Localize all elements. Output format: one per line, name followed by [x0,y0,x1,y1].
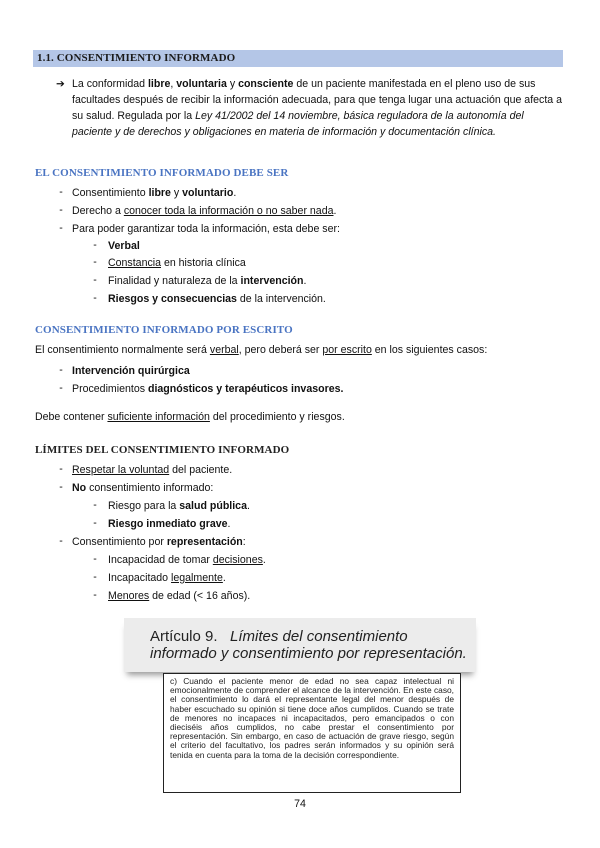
dash-bullet: - [59,186,63,198]
heading-debe-ser: EL CONSENTIMIENTO INFORMADO DEBE SER [35,167,289,179]
article-body: c) Cuando el paciente menor de edad no sea capaz intelectual ni emocionalmente de comprender el alcance de la intervención. En este caso, el consentimiento lo dará el representante legal del menor después de haber escuchado su opinión si tiene doce años cumplidos. Cuando se trate de menores no incapaces ni incapacitados, pero emancipados o con dieciséis años cumplidos, no cabe prestar el consentimiento por representación. Sin embargo, en caso de actuación de grave riesgo, según el criterio del facultativo, los padres serán informados y su opinión será tenida en cuenta para la toma de la decisión correspondiente. [170,676,454,760]
dash-bullet: - [93,274,97,286]
sub-list-item: Riesgos y consecuencias de la intervención. [108,293,326,305]
dash-bullet: - [93,499,97,511]
dash-bullet: - [93,239,97,251]
arrow-bullet-icon: ➔ [56,78,65,90]
dash-bullet: - [59,364,63,376]
paragraph: El consentimiento normalmente será verbal, pero deberá ser por escrito en los siguientes casos: [35,344,488,356]
list-item: Intervención quirúrgica [72,365,190,377]
sub-list-item: Riesgo para la salud pública. [108,500,250,512]
heading-por-escrito: CONSENTIMIENTO INFORMADO POR ESCRITO [35,324,293,336]
dash-bullet: - [59,535,63,547]
dash-bullet: - [93,292,97,304]
dash-bullet: - [59,222,63,234]
sub-list-item: Menores de edad (< 16 años). [108,590,251,602]
sub-list-item: Finalidad y naturaleza de la intervención. [108,275,307,287]
sub-list-item: Constancia en historia clínica [108,257,246,269]
dash-bullet: - [59,463,63,475]
sub-list-item: Riesgo inmediato grave. [108,518,231,530]
sub-list-item: Verbal [108,240,140,252]
dash-bullet: - [93,517,97,529]
page-number: 74 [294,798,306,810]
dash-bullet: - [93,256,97,268]
list-item: Consentimiento por representación: [72,536,246,548]
heading-limites: LÍMITES DEL CONSENTIMIENTO INFORMADO [35,444,290,456]
article-heading: Artículo 9. Límites del consentimiento informado y consentimiento por representación. [150,628,467,662]
intro-paragraph [56,76,566,140]
section-heading-bar [33,50,563,67]
paragraph: Debe contener suficiente información del procedimiento y riesgos. [35,411,345,423]
list-item: Respetar la voluntad del paciente. [72,464,233,476]
list-item: Consentimiento libre y voluntario. [72,187,237,199]
list-item: Procedimientos diagnósticos y terapéuticos invasores. [72,383,344,395]
dash-bullet: - [93,571,97,583]
dash-bullet: - [59,382,63,394]
list-item: No consentimiento informado: [72,482,214,494]
list-item: Derecho a conocer toda la información o no saber nada. [72,205,337,217]
dash-bullet: - [93,553,97,565]
dash-bullet: - [59,481,63,493]
dash-bullet: - [59,204,63,216]
sub-list-item: Incapacidad de tomar decisiones. [108,554,266,566]
article-heading-image [124,618,476,672]
list-item: Para poder garantizar toda la información, esta debe ser: [72,223,340,235]
intro-text: La conformidad libre, voluntaria y consciente de un paciente manifestada en el pleno uso de sus facultades después de recibir la información adecuada, para que tenga lugar una actuación que afecta a su salud. Regulada por la Ley 41/2002 del 14 noviembre, básica reguladora de la autonomía del paciente y de derechos y obligaciones en materia de información y documentación clínica. [72,78,563,138]
article-text-image [163,673,461,793]
dash-bullet: - [93,589,97,601]
sub-list-item: Incapacitado legalmente. [108,572,226,584]
section-title: 1.1. CONSENTIMIENTO INFORMADO [37,52,236,64]
